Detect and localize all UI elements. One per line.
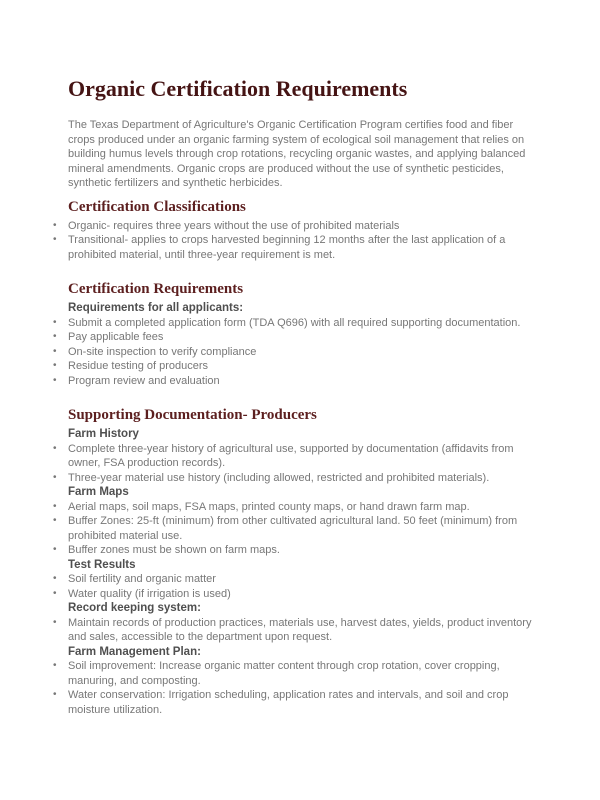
section — [53, 281, 542, 388]
bullet-list — [53, 219, 542, 263]
bullet-marker-icon: • — [53, 573, 57, 584]
bullet-item — [53, 471, 542, 486]
bullet-marker-icon: • — [53, 316, 57, 328]
sub-label: Requirements for all applicants: — [68, 302, 244, 314]
bullet-marker-icon: • — [53, 660, 57, 671]
intro-paragraph: The Texas Department of Agriculture's Organic Certification Program certifies food and fiber crops produced under an organic farming system of ecological soil management that relies on building humus levels through crop rotations, recycling organic wastes, and applying balanced mineral amendments. Organic crops are produced without the use of synthetic pesticides, synthetic fertilizers and synthetic herbicides. — [68, 119, 526, 189]
bullet-text: Water conservation: Irrigation scheduling, application rates and intervals, and soil and crop moisture utilization. — [68, 689, 509, 716]
bullet-marker-icon: • — [53, 515, 57, 526]
sections-container — [53, 198, 542, 718]
sub-label: Test Results — [68, 558, 136, 571]
bullet-marker-icon: • — [53, 616, 57, 628]
bullet-text: Water quality (if irrigation is used) — [68, 587, 231, 600]
bullet-text: On-site inspection to verify compliance — [68, 345, 257, 358]
bullet-text: Transitional- applies to crops harvested beginning 12 months after the last application of a prohibited material, until three-year requirement is met. — [68, 234, 506, 261]
bullet-item — [53, 514, 542, 543]
document-title: Organic Certification Requirements — [68, 76, 408, 101]
bullet-text: Pay applicable fees — [68, 331, 164, 343]
section-heading: Supporting Documentation- Producers — [68, 407, 317, 423]
bullet-item — [53, 219, 542, 234]
bullet-marker-icon: • — [53, 587, 57, 599]
sub-label: Farm History — [68, 428, 139, 440]
bullet-text: Submit a completed application form (TDA Q696) with all required supporting documentation. — [68, 316, 521, 329]
bullet-text: Buffer zones must be shown on farm maps. — [68, 544, 280, 556]
section-heading: Certification Requirements — [68, 281, 244, 297]
bullet-text: Buffer Zones: 25-ft (minimum) from other cultivated agricultural land. 50 feet (minimum) from prohibited material use. — [68, 515, 518, 542]
bullet-list — [53, 659, 542, 717]
bullet-marker-icon: • — [53, 500, 57, 512]
bullet-item — [53, 587, 542, 602]
bullet-text: Organic- requires three years without the use of prohibited materials — [68, 219, 400, 232]
bullet-list — [53, 442, 542, 486]
bullet-marker-icon: • — [53, 331, 57, 342]
bullet-marker-icon: • — [53, 234, 57, 245]
bullet-text: Soil improvement: Increase organic matter content through crop rotation, cover cropping, manuring, and composting. — [68, 660, 500, 687]
bullet-item — [53, 233, 542, 262]
bullet-text: Aerial maps, soil maps, FSA maps, printed county maps, or hand drawn farm map. — [68, 500, 470, 513]
bullet-item — [53, 330, 542, 345]
section — [53, 198, 542, 263]
sub-label: Farm Management Plan: — [68, 645, 201, 658]
bullet-marker-icon: • — [53, 544, 57, 555]
bullet-text: Program review and evaluation — [68, 374, 220, 387]
bullet-marker-icon: • — [53, 360, 57, 371]
bullet-item — [53, 688, 542, 717]
bullet-text: Maintain records of production practices, materials use, harvest dates, yields, product inventory and sales, accessible to the department upon request. — [68, 616, 532, 643]
bullet-item — [53, 442, 542, 471]
sub-label: Record keeping system: — [68, 602, 201, 614]
bullet-text: Three-year material use history (including allowed, restricted and prohibited materials). — [68, 471, 490, 484]
bullet-list — [53, 500, 542, 558]
bullet-item — [53, 572, 542, 587]
bullet-marker-icon: • — [53, 219, 57, 231]
bullet-marker-icon: • — [53, 689, 57, 700]
bullet-item — [53, 500, 542, 515]
bullet-marker-icon: • — [53, 374, 57, 386]
bullet-list — [53, 616, 542, 645]
section — [53, 407, 542, 717]
document-content — [53, 76, 542, 717]
sub-label: Farm Maps — [68, 486, 129, 498]
bullet-item — [53, 316, 542, 331]
bullet-marker-icon: • — [53, 471, 57, 483]
bullet-item — [53, 345, 542, 360]
bullet-item — [53, 659, 542, 688]
bullet-item — [53, 616, 542, 645]
bullet-item — [53, 374, 542, 389]
bullet-marker-icon: • — [53, 442, 57, 454]
bullet-marker-icon: • — [53, 345, 57, 357]
bullet-item — [53, 543, 542, 558]
bullet-text: Residue testing of producers — [68, 360, 209, 372]
bullet-text: Soil fertility and organic matter — [68, 573, 216, 585]
section-heading: Certification Classifications — [68, 198, 246, 215]
bullet-list — [53, 316, 542, 389]
bullet-text: Complete three-year history of agricultural use, supported by documentation (affidavits from owner, FSA production records). — [68, 442, 514, 469]
bullet-item — [53, 359, 542, 374]
bullet-list — [53, 572, 542, 601]
